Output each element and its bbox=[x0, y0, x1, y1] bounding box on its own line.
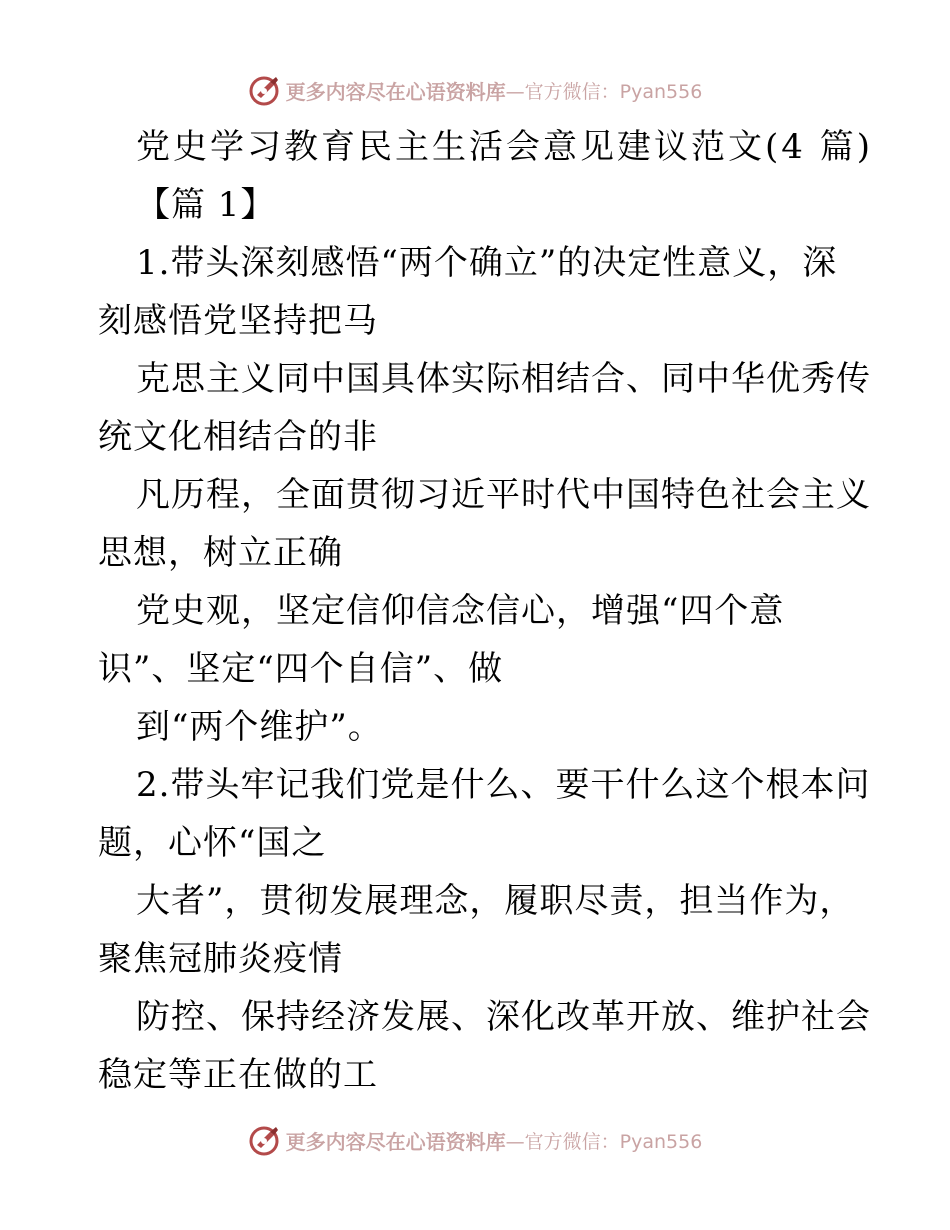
watermark-banner-bottom bbox=[0, 1120, 950, 1160]
text-line: 聚焦冠肺炎疫情 bbox=[98, 939, 343, 979]
watermark-sub-text: —官方微信：Pyan556 bbox=[505, 80, 703, 103]
text-line: 党史观，坚定信仰信念信心，增强“四个意 bbox=[136, 591, 785, 631]
watermark-banner-top bbox=[0, 70, 950, 110]
section-heading: 【篇 1】 bbox=[136, 185, 276, 225]
watermark-main-text: 更多内容尽在心语资料库 bbox=[285, 1129, 506, 1154]
watermark-main-text: 更多内容尽在心语资料库 bbox=[285, 79, 506, 104]
text-line: 凡历程，全面贯彻习近平时代中国特色社会主义 bbox=[136, 475, 871, 515]
text-line: 到“两个维护”。 bbox=[136, 707, 383, 747]
text-line: 识”、坚定“四个自信”、做 bbox=[98, 649, 504, 689]
text-line: 大者”，贯彻发展理念，履职尽责，担当作为， bbox=[136, 881, 855, 921]
text-line: 稳定等正在做的工 bbox=[98, 1055, 378, 1095]
pen-logo-icon bbox=[248, 73, 282, 107]
document-title: 党史学习教育民主生活会意见建议范文(4 篇) bbox=[136, 127, 873, 167]
pen-logo-icon bbox=[248, 1123, 282, 1157]
text-line: 2.带头牢记我们党是什么、要干什么这个根本问 bbox=[136, 765, 871, 805]
text-line: 1.带头深刻感悟“两个确立”的决定性意义，深 bbox=[136, 243, 838, 283]
text-line: 克思主义同中国具体实际相结合、同中华优秀传 bbox=[136, 359, 871, 399]
text-line: 刻感悟党坚持把马 bbox=[98, 301, 378, 341]
paragraph-lines bbox=[98, 234, 871, 1104]
text-line: 思想，树立正确 bbox=[98, 533, 343, 573]
text-line: 统文化相结合的非 bbox=[98, 417, 378, 457]
text-line: 防控、保持经济发展、深化改革开放、维护社会 bbox=[136, 997, 871, 1037]
document-body bbox=[98, 118, 873, 1104]
text-line: 题，心怀“国之 bbox=[98, 823, 327, 863]
watermark-sub-text: —官方微信：Pyan556 bbox=[505, 1130, 703, 1153]
